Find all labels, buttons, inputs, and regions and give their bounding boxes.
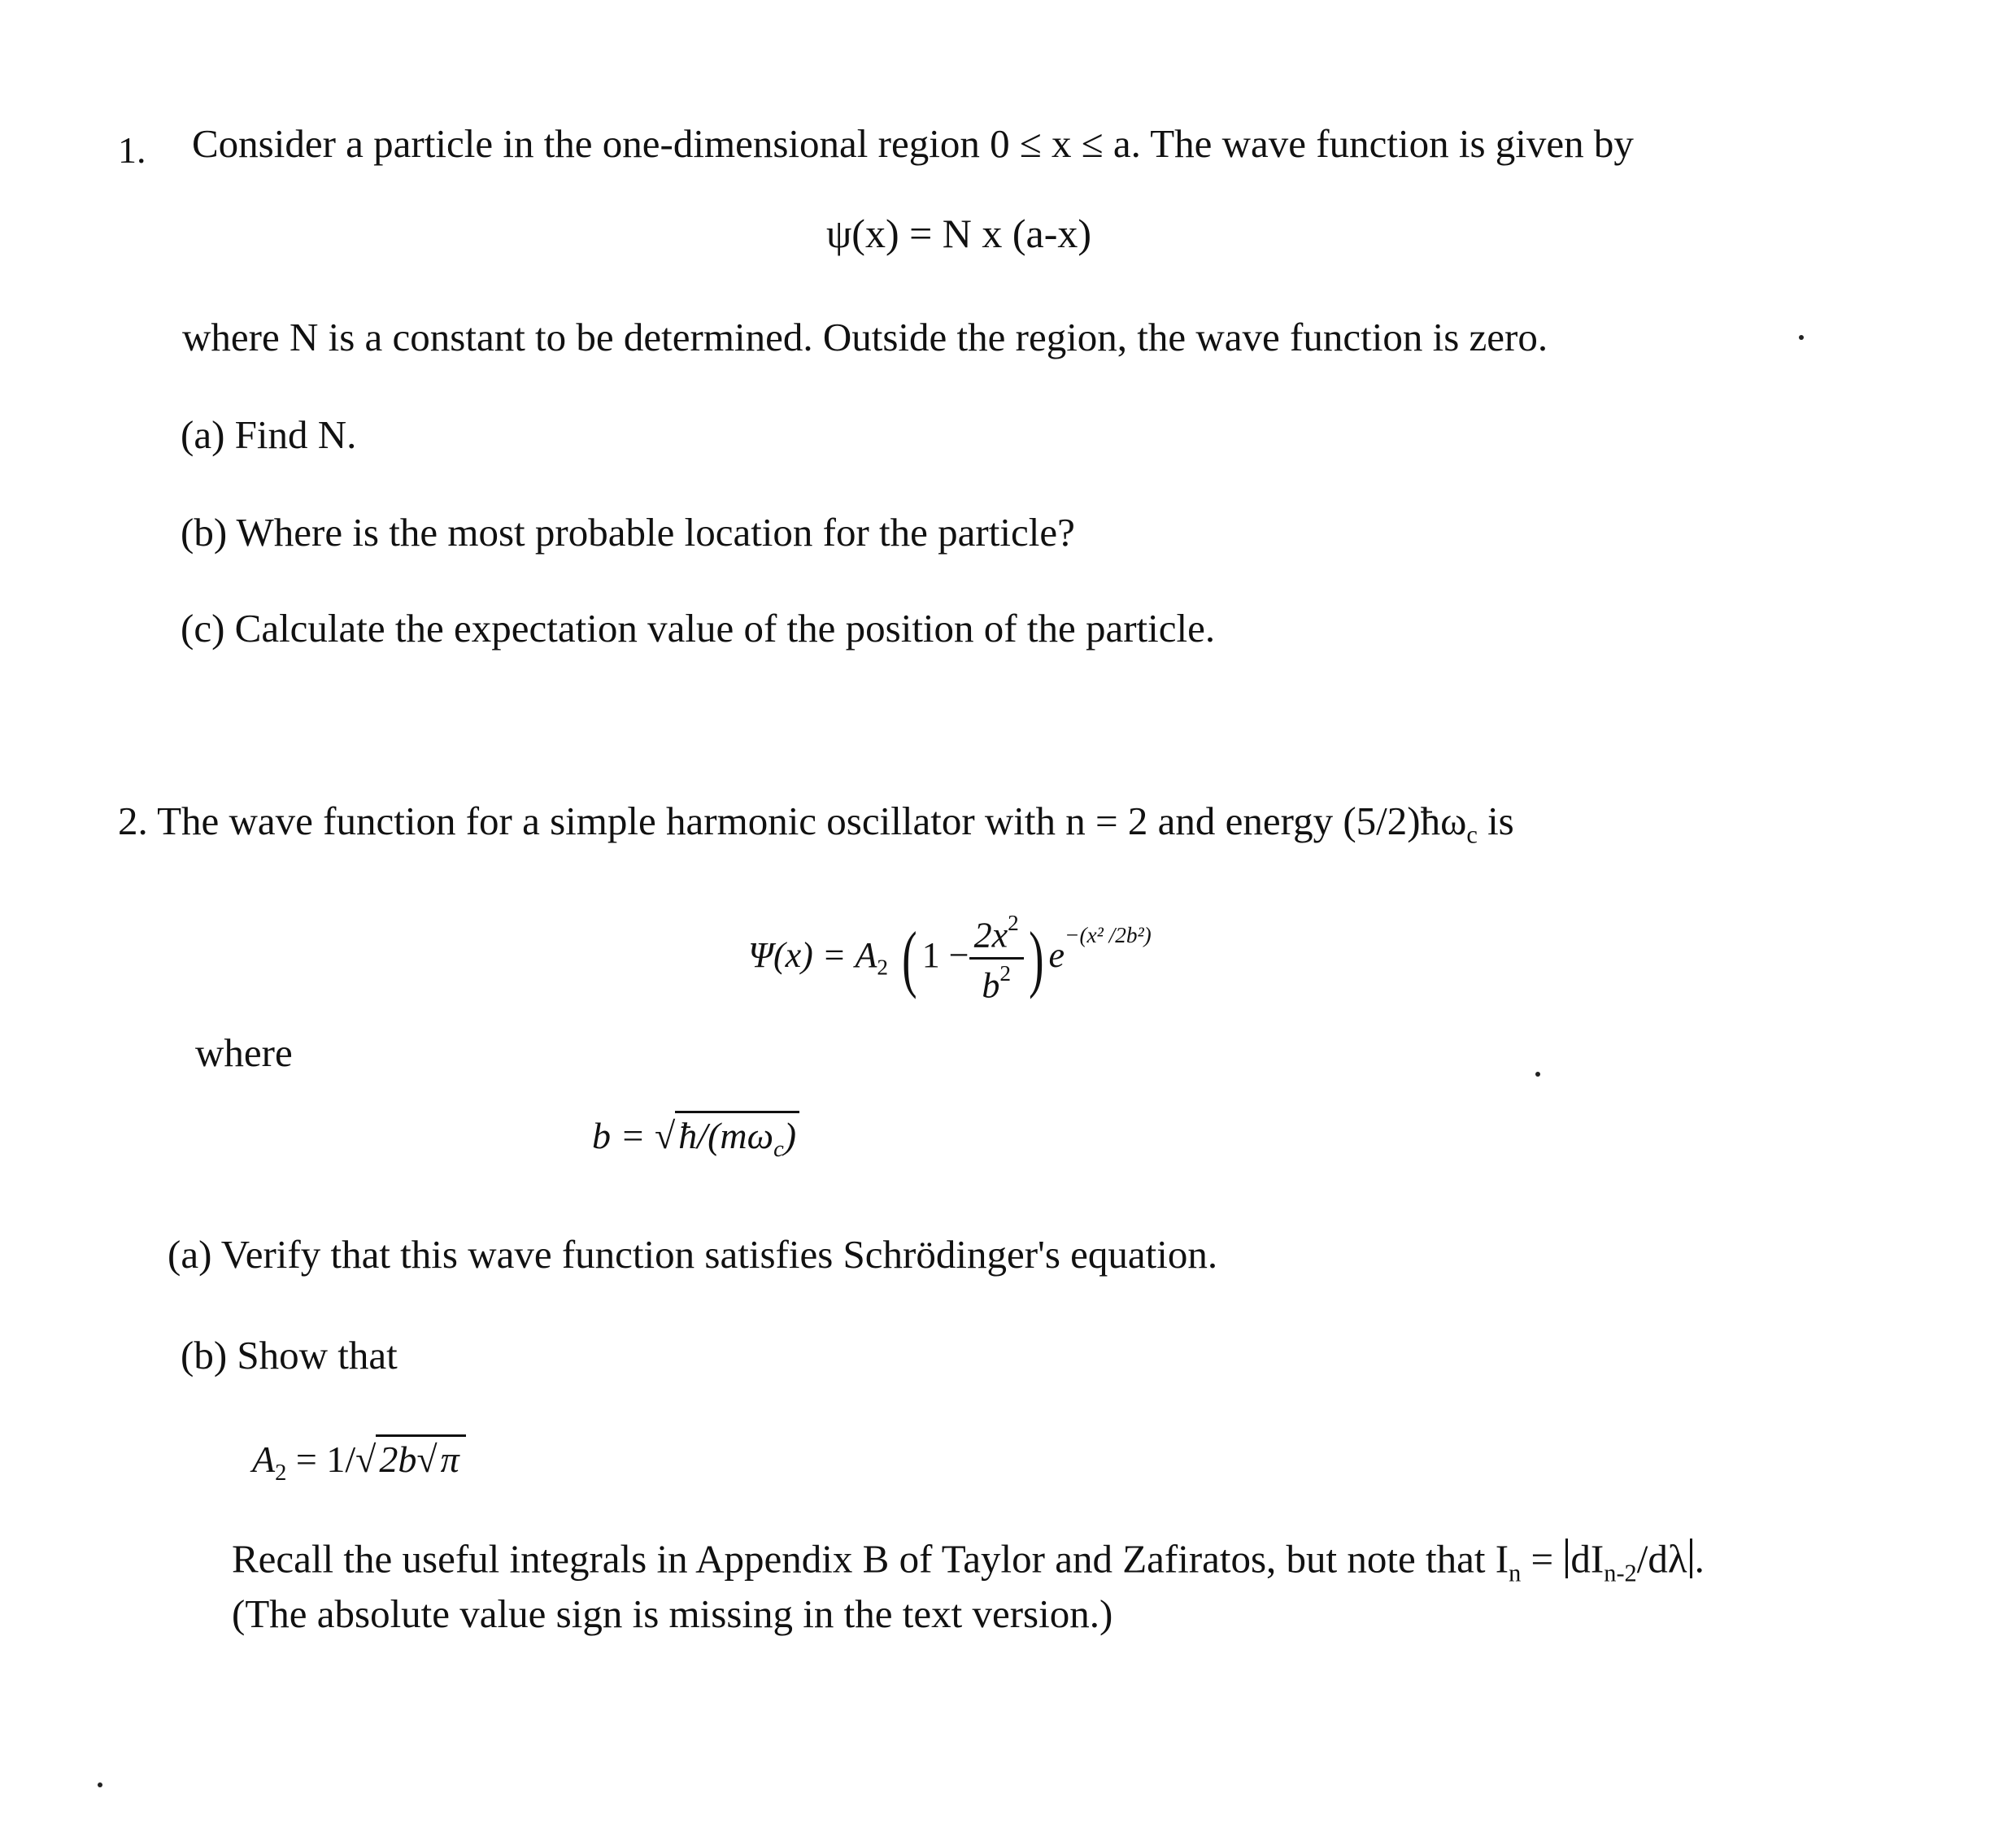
scan-speck [1535, 1072, 1540, 1077]
q2-part-a: (a) Verify that this wave function satisfies Schrödinger's equation. [168, 1232, 1218, 1277]
q2-intro: 2. The wave function for a simple harmonic oscillator with n = 2 and energy $(5/2)ħ\omega_c$ is [118, 799, 1514, 849]
q1-part-a: (a) Find N. [181, 412, 357, 457]
b-definition: $b = √ħ/(m\omega_c)$ [592, 1114, 799, 1163]
q1-intro: Consider a particle in the one-dimensional region 0 ≤ x ≤ a. The wave function is given by [192, 121, 1634, 166]
scan-speck [98, 1782, 102, 1787]
q1-part-b: (b) Where is the most probable location for the particle? [181, 510, 1075, 555]
q2-where: where [195, 1030, 293, 1075]
q1-number: 1. [118, 129, 146, 171]
q1-part-c: (c) Calculate the expectation value of the position of the particle. [181, 606, 1216, 651]
q2-psi-equation: $\Psi(x) = A_2$ ( 1 − $\frac{2x^2}{b^2}$ ) $e^{-(x^2 /2b^2)}$ [748, 911, 1152, 1006]
a2-expression: $A_2 = 1/√2b√\pi$ [252, 1438, 466, 1486]
q1-where: where N is a constant to be determined. Outside the region, the wave function is zero. [182, 315, 1548, 359]
q1-equation: ψ(x) = N x (a-x) [826, 211, 1092, 256]
recall-line-2: (The absolute value sign is missing in the text version.) [232, 1591, 1113, 1636]
scan-speck [1799, 335, 1804, 340]
q2-part-b: (b) Show that [181, 1333, 398, 1378]
recall-line-1: Recall the useful integrals in Appendix B of Taylor and Zafiratos, but note that $I_n = dI_{n-2}/d\lambda$ . [232, 1536, 1705, 1587]
